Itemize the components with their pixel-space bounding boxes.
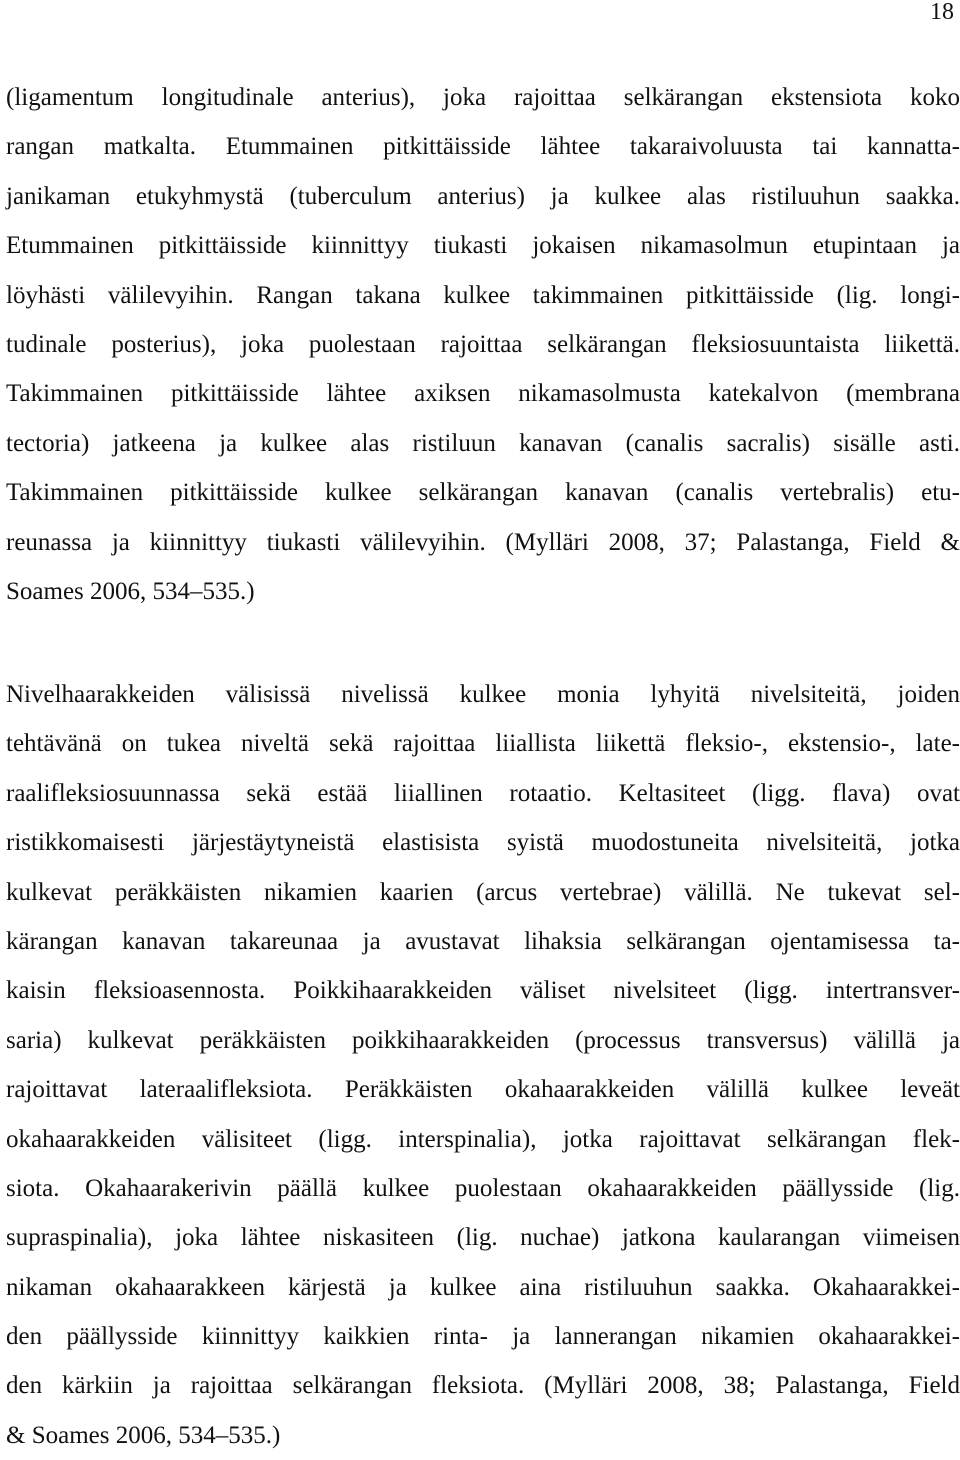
text-line: okahaarakkeiden välisiteet (ligg. interspinalia), jotka rajoittavat selkärangan flek- [6,1125,960,1153]
text-line: & Soames 2006, 534–535.) [6,1421,281,1449]
text-line: reunassa ja kiinnittyy tiukasti välilevyihin. (Mylläri 2008, 37; Palastanga, Field & [6,528,960,556]
text-line: rajoittavat lateraalifleksiota. Peräkkäisten okahaarakkeiden välillä kulkee leveät [6,1076,960,1104]
text-line: Soames 2006, 534–535.) [6,577,255,605]
text-line: nikaman okahaarakkeen kärjestä ja kulkee aina ristiluuhun saakka. Okahaarakkei- [6,1273,960,1301]
text-line: kaisin fleksioasennosta. Poikkihaarakkeiden väliset nivelsiteet (ligg. intertransver- [6,977,960,1005]
text-line: janikaman etukyhmystä (tuberculum anterius) ja kulkee alas ristiluuhun saakka. [6,182,960,210]
text-line: siota. Okahaarakerivin päällä kulkee puolestaan okahaarakkeiden päällysside (lig. [6,1174,960,1202]
page-number: 18 [930,0,954,25]
text-line: rangan matkalta. Etummainen pitkittäisside lähtee takaraivoluusta tai kannatta- [6,133,960,161]
text-line: raalifleksiosuunnassa sekä estää liiallinen rotaatio. Keltasiteet (ligg. flava) ovat [6,779,960,807]
text-line: den kärkiin ja rajoittaa selkärangan fleksiota. (Mylläri 2008, 38; Palastanga, Field [6,1372,960,1400]
text-line: löyhästi välilevyihin. Rangan takana kulkee takimmainen pitkittäisside (lig. longi- [6,281,960,309]
paragraph-1 [6,73,960,616]
text-line: Takimmainen pitkittäisside kulkee selkärangan kanavan (canalis vertebralis) etu- [6,479,960,507]
text-line: Nivelhaarakkeiden välisissä nivelissä kulkee monia lyhyitä nivelsiteitä, joiden [6,681,960,708]
text-line: saria) kulkevat peräkkäisten poikkihaarakkeiden (processus transversus) välillä ja [6,1026,960,1054]
text-line: den päällysside kiinnittyy kaikkien rinta- ja lannerangan nikamien okahaarakkei- [6,1323,960,1351]
text-line: kulkevat peräkkäisten nikamien kaarien (arcus vertebrae) välillä. Ne tukevat sel- [6,878,960,906]
text-line: tudinale posterius), joka puolestaan rajoittaa selkärangan fleksiosuuntaista liikettä. [6,330,960,358]
text-line: Etummainen pitkittäisside kiinnittyy tiukasti jokaisen nikamasolmun etupintaan ja [6,232,960,260]
text-line: ristikkomaisesti järjestäytyneistä elastisista syistä muodostuneita nivelsiteitä, jotka [6,829,960,857]
paragraph-2 [6,670,960,1460]
text-line: (ligamentum longitudinale anterius), joka rajoittaa selkärangan ekstensiota koko [6,84,960,111]
text-line: kärangan kanavan takareunaa ja avustavat lihaksia selkärangan ojentamisessa ta- [6,927,960,955]
text-line: supraspinalia), joka lähtee niskasiteen (lig. nuchae) jatkona kaularangan viimeisen [6,1224,960,1252]
text-line: tectoria) jatkeena ja kulkee alas ristiluun kanavan (canalis sacralis) sisälle asti. [6,429,960,457]
text-line: tehtävänä on tukea niveltä sekä rajoittaa liiallista liikettä fleksio-, ekstensio-, late- [6,730,960,758]
text-line: Takimmainen pitkittäisside lähtee axiksen nikamasolmusta katekalvon (membrana [6,380,960,408]
